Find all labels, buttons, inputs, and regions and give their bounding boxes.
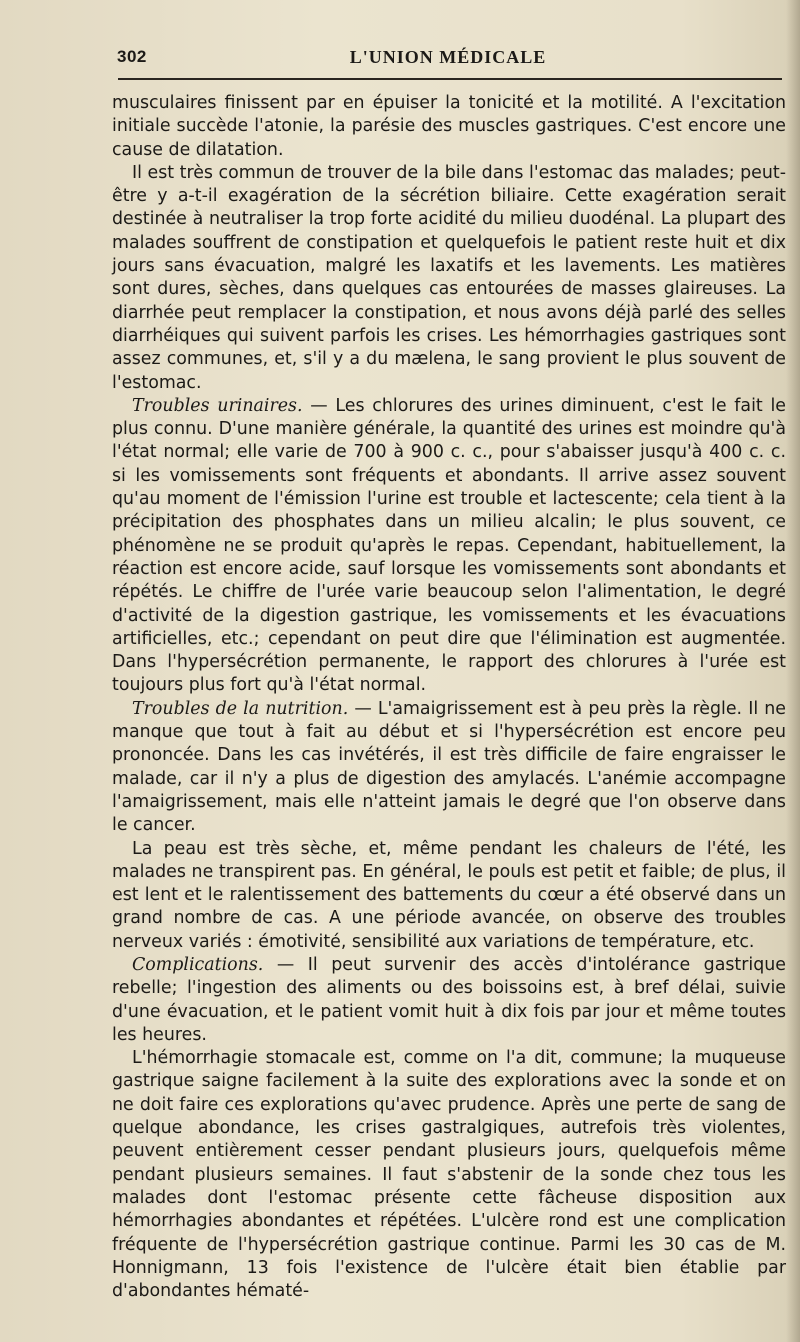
section-title: Complications.	[132, 954, 264, 975]
paragraph	[112, 92, 786, 162]
header-rule	[118, 78, 782, 80]
running-title: L'UNION MÉDICALE	[349, 47, 547, 67]
paragraph-text: Il est très commun de trouver de la bile dans l'estomac das malades; peut-être y a-t-il exagération de la sécrétion biliaire. Cette exagération serait destinée à neutraliser la trop forte acidité du milieu duodénal. La plupart des malades souffrent de constipation et quelquefois le patient reste huit et dix jours sans évacuation, malgré les laxatifs et les lavements. Les matières sont dures, sèches, dans quelques cas entourées de masses glaireuses. La diarrhée peut remplacer la constipation, et nous avons déjà parlé des selles diarrhéiques qui suivent parfois les crises. Les hémorrhagies gastriques sont assez communes, et, s'il y a du mælena, le sang provient le plus souvent de l'estomac.	[112, 162, 786, 393]
paragraph	[112, 162, 786, 395]
paragraph-text: La peau est très sèche, et, même pendant les chaleurs de l'été, les malades ne transpirent pas. En général, le pouls est petit et faible; de plus, il est lent et le ralentissement des battements du cœur a été observé dans un grand nombre de cas. A une période avancée, on observe des troubles nerveux variés : émotivité, sensibilité aux variations de température, etc.	[112, 838, 786, 952]
paragraph-text: musculaires finissent par en épuiser la tonicité et la motilité. A l'excitation initiale succède l'atonie, la parésie des muscles gastriques. C'est encore une cause de dilatation.	[112, 93, 786, 160]
page-header	[112, 44, 784, 74]
paragraph-text: — L'amaigrissement est à peu près la règle. Il ne manque que tout à fait au début et si l'hypersécrétion est encore peu prononcée. Dans les cas invétérés, il est très difficile de faire engraisser le malade, car il n'y a plus de digestion des amylacés. L'anémie accompagne l'amaigrissement, mais elle n'atteint jamais le degré que l'on observe dans le cancer.	[112, 698, 786, 836]
paragraph	[112, 1047, 786, 1303]
paragraph-text: — Les chlorures des urines diminuent, c'est le fait le plus connu. D'une manière générale, la quantité des urines est moindre qu'à l'état normal; elle varie de 700 à 900 c. c., pour s'abaisser jusqu'à 400 c. c. si les vomissements sont fréquents et abondants. Il arrive assez souvent qu'au moment de l'émission l'urine est trouble et lactescente; cela tient à la précipitation des phosphates dans un milieu alcalin; le plus souvent, ce phénomène ne se produit qu'après le repas. Cependant, habituellement, la réaction est encore acide, sauf lorsque les vomissements sont abondants et répétés. Le chiffre de l'urée varie beaucoup selon l'alimentation, le degré d'activité de la digestion gastrique, les vomissements et les évacuations artificielles, etc.; cependant on peut dire que l'élimination est augmentée. Dans l'hypersécrétion permanente, le rapport des chlorures à l'urée est toujours plus fort qu'à l'état normal.	[112, 395, 786, 696]
paragraph-text: L'hémorrhagie stomacale est, comme on l'a dit, commune; la muqueuse gastrique saigne facilement à la suite des explorations avec la sonde et on ne doit faire ces explorations qu'avec prudence. Après une perte de sang de quelque abondance, les crises gastralgiques, autrefois très violentes, peuvent entièrement cesser pendant plusieurs jours, quelquefois même pendant plusieurs semaines. Il faut s'abstenir de la sonde chez tous les malades dont l'estomac présente cette fâcheuse disposition aux hémorrhagies abondantes et répétées. L'ulcère rond est une complication fréquente de l'hypersécrétion gastrique continue. Parmi les 30 cas de M. Honnigmann, 13 fois l'existence de l'ulcère était bien établie par d'abondantes hématé-	[112, 1048, 786, 1302]
paragraph-text: — Il peut survenir des accès d'intolérance gastrique rebelle; l'ingestion des aliments ou des boissoins est, à bref délai, suivie d'une évacuation, et le patient vomit huit à dix fois par jour et même toutes les heures.	[112, 954, 786, 1045]
paragraph	[112, 954, 786, 1047]
paragraph	[112, 395, 786, 698]
article-body	[112, 92, 786, 1303]
section-title: Troubles de la nutrition.	[132, 698, 349, 719]
section-title: Troubles urinaires.	[132, 395, 303, 416]
page-edge-shadow	[786, 0, 800, 1342]
page-number: 302	[117, 47, 147, 66]
paragraph	[112, 838, 786, 954]
paragraph	[112, 698, 786, 838]
